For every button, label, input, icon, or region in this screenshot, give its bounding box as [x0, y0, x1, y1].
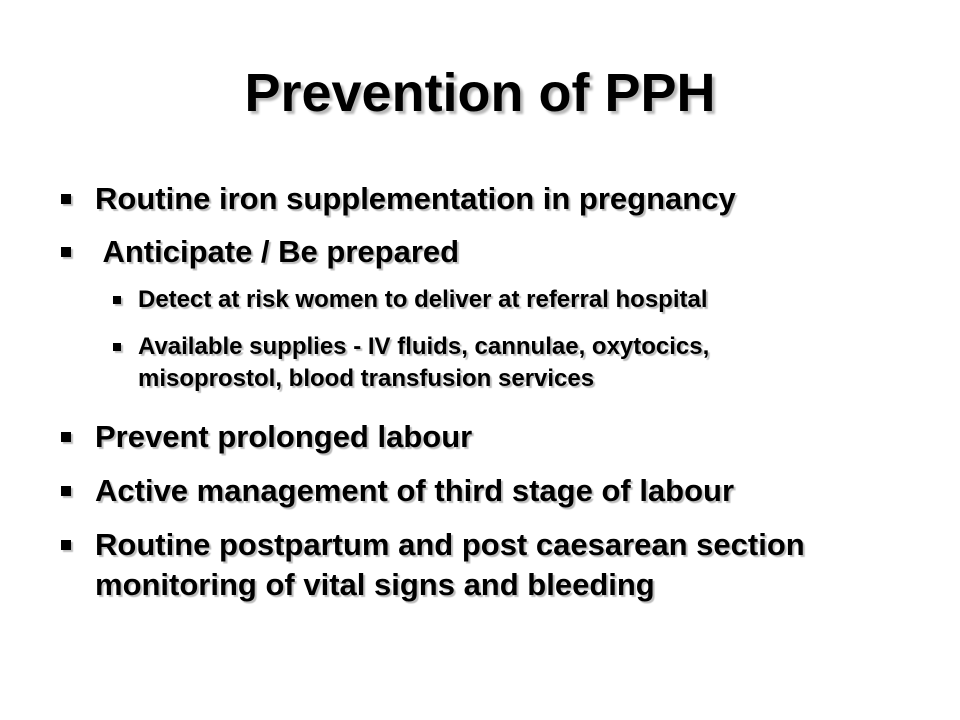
bullet-prevent-prolonged-labour — [95, 417, 472, 457]
bullet-text: Anticipate / Be prepared — [95, 234, 460, 269]
bullet-text: Routine iron supplementation in pregnancy — [95, 181, 736, 216]
bullet-text: Prevent prolonged labour — [95, 419, 473, 454]
slide-title: Prevention of PPH — [244, 63, 716, 123]
bullet-routine-monitoring — [95, 525, 805, 605]
sub-bullet-detect-at-risk — [138, 284, 708, 316]
bullet-text-continued: misoprostol, blood transfusion services — [138, 365, 595, 392]
square-bullet-icon — [61, 540, 71, 550]
bullet-text: Routine postpartum and post caesarean section — [95, 527, 805, 562]
square-bullet-icon — [61, 247, 71, 257]
bullet-active-management — [95, 471, 734, 511]
bullet-text: Available supplies - IV fluids, cannulae, oxytocics, — [138, 333, 710, 360]
square-bullet-icon — [61, 194, 71, 204]
bullet-iron-supplementation — [95, 179, 736, 219]
square-bullet-icon — [61, 486, 71, 496]
bullet-text: Detect at risk women to deliver at referral hospital — [138, 286, 708, 313]
bullet-anticipate — [95, 232, 459, 272]
sub-bullet-available-supplies — [138, 331, 709, 395]
square-bullet-icon — [61, 432, 71, 442]
bullet-text: Active management of third stage of labour — [95, 473, 735, 508]
square-bullet-icon — [113, 343, 121, 351]
bullet-text-continued: monitoring of vital signs and bleeding — [95, 567, 655, 602]
square-bullet-icon — [113, 296, 121, 304]
